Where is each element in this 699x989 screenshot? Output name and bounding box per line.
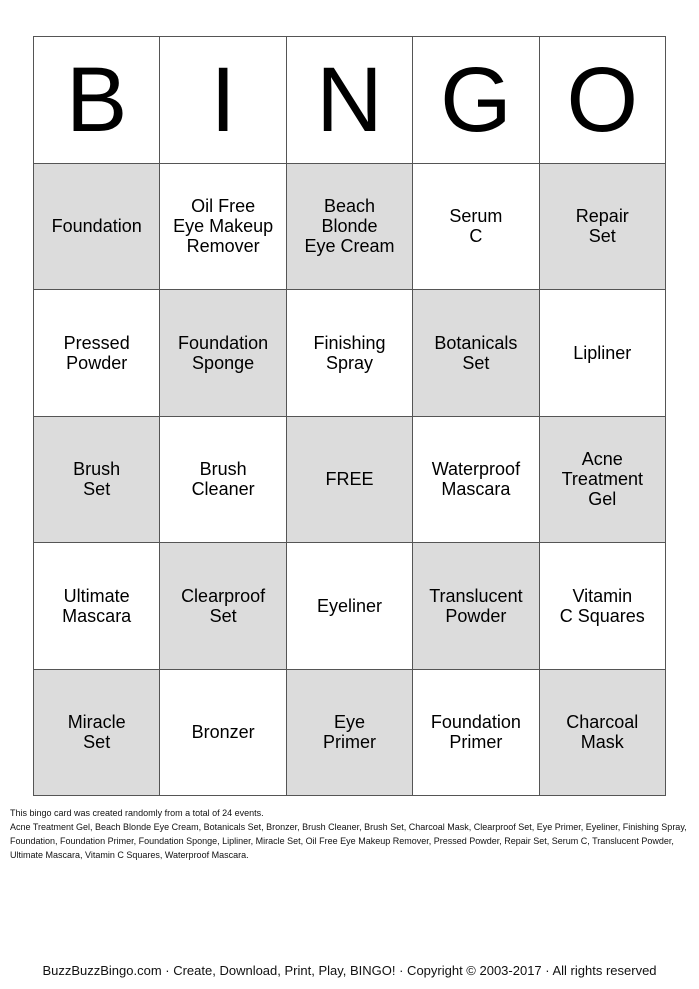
free-cell: FREE [287, 417, 413, 544]
bingo-cell: Lipliner [540, 290, 666, 417]
card-info-summary: This bingo card was created randomly from a total of 24 events. [10, 808, 264, 818]
bingo-cell: Foundation [34, 164, 160, 291]
bingo-cell: Botanicals Set [413, 290, 539, 417]
bingo-cell: Acne Treatment Gel [540, 417, 666, 544]
bingo-cell: Repair Set [540, 164, 666, 291]
card-info-events: Acne Treatment Gel, Beach Blonde Eye Cream, Botanicals Set, Bronzer, Brush Cleaner, Brush Set, Charcoal Mask, Clearproof Set, Eye Primer, Eyeliner, Finishing Spray, Foundation, Foundation Primer, Foundation Sponge, Lipliner, Miracle Set, Oil Free Eye Makeup Remover, Pressed Powder, Repair Set, Serum C, Translucent Powder, Ultimate Mascara, Vitamin C Squares, Waterproof Mascara. [10, 822, 687, 860]
bingo-cell: Clearproof Set [160, 543, 286, 670]
header-o: O [540, 37, 666, 164]
bingo-cell: Foundation Primer [413, 670, 539, 797]
header-n: N [287, 37, 413, 164]
bingo-cell: Vitamin C Squares [540, 543, 666, 670]
bingo-cell: Charcoal Mask [540, 670, 666, 797]
bingo-cell: Pressed Powder [34, 290, 160, 417]
header-b: B [34, 37, 160, 164]
card-info [10, 806, 692, 862]
bingo-cell: Brush Cleaner [160, 417, 286, 544]
bingo-cell: Waterproof Mascara [413, 417, 539, 544]
bingo-cell: Eyeliner [287, 543, 413, 670]
bingo-cell: Finishing Spray [287, 290, 413, 417]
bingo-cell: Brush Set [34, 417, 160, 544]
bingo-cell: Eye Primer [287, 670, 413, 797]
bingo-cell: Foundation Sponge [160, 290, 286, 417]
bingo-cell: Ultimate Mascara [34, 543, 160, 670]
bingo-cell: Beach Blonde Eye Cream [287, 164, 413, 291]
bingo-cell: Oil Free Eye Makeup Remover [160, 164, 286, 291]
header-i: I [160, 37, 286, 164]
bingo-cell: Translucent Powder [413, 543, 539, 670]
bingo-cell: Serum C [413, 164, 539, 291]
bingo-cell: Miracle Set [34, 670, 160, 797]
bingo-cell: Bronzer [160, 670, 286, 797]
header-g: G [413, 37, 539, 164]
bingo-card [33, 36, 666, 796]
footer-copyright: BuzzBuzzBingo.com · Create, Download, Print, Play, BINGO! · Copyright © 2003-2017 · All rights reserved [42, 963, 657, 978]
